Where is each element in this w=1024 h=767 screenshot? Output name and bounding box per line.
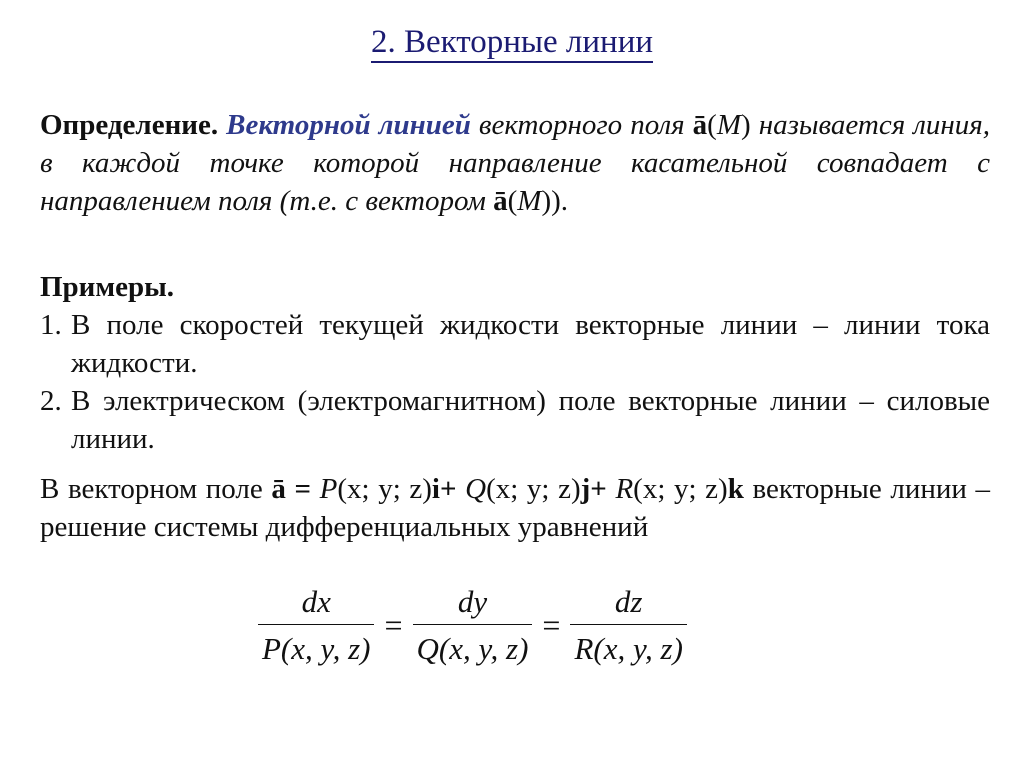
definition-paragraph: Определение. Векторной линией векторного поля ā(M) называется линия, в каждой точке которой направление касательной совпадает с направлением поля (т.е. с вектором ā(M)).: [40, 109, 990, 217]
vector-field-paragraph: В векторном поле ā = P(x; y; z)i+ Q(x; y; z)j+ R(x; y; z)k векторные линии – решение системы дифференциальных уравнений: [40, 473, 991, 543]
examples-heading: Примеры.: [40, 271, 175, 303]
examples-list: [40, 306, 990, 458]
vector-a-symbol: ā: [692, 109, 708, 141]
differential-equation: $\frac{dx}{P(x, y, z)}$ = $\frac{dy}{Q(x, y, z)}$ = $\frac{dz}{R(x, y, z)}$: [258, 580, 687, 670]
fraction-dy: $\frac{dy}{Q(x, y, z)}$: [413, 584, 533, 667]
vector-a-symbol-2: ā: [493, 185, 508, 217]
definition-label: Определение.: [40, 109, 219, 141]
definition-text-2: называется линия, в каждой точке которой направление касательной совпадает с направлением поля (т.е. с вектором: [40, 109, 990, 217]
examples-block: [40, 268, 990, 458]
list-item: 2. В электрическом (электромагнитном) поле векторные линии – силовые линии.: [40, 385, 990, 455]
definition-term: Векторной линией: [226, 109, 471, 141]
fraction-dz: $\frac{dz}{R(x, y, z)}$: [570, 584, 686, 667]
list-item: 1. В поле скоростей текущей жидкости векторные линии – линии тока жидкости.: [40, 309, 990, 379]
slide-title: 2. Векторные линии: [0, 24, 1024, 61]
definition-text-1: векторного поля: [478, 109, 685, 141]
fraction-dx: $\frac{dx}{P(x, y, z)}$: [258, 584, 374, 667]
